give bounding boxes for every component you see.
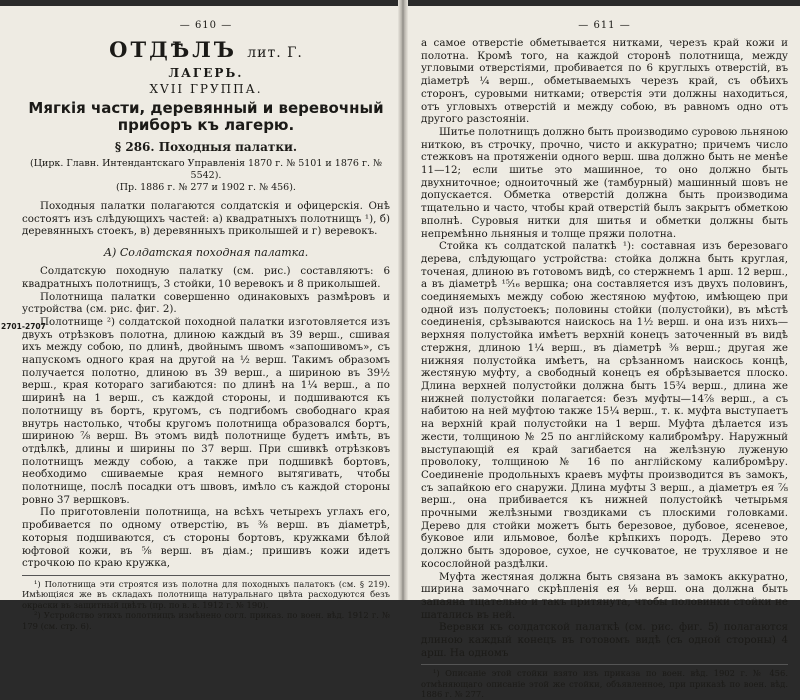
paragraph: Шитье полотнищъ должно быть производимо суровою льняною ниткою, въ строчку, прочно, чисто и аккуратно; причемъ число стежковъ на протяженіи одного верш. шва должно быть не менѣе 11—12; если шитье это машинное, то оно должно быть двухниточное; одноиточный же (тамбурный) машинный шовъ не допускается. Обметка отверстій должна быть производима тщательно и часто, чтобы край отверстій былъ закрытъ обметкою вполнѣ. Суровыя нитки для шитья и обметки должны быть непремѣнно льняныя и толще пряжи полотна. xyxy=(421,125,788,240)
paragraph: Походныя палатки полагаются солдатскія и офицерскія. Онѣ состоятъ изъ слѣдующихъ частей: а) квадратныхъ полотнищъ ¹), б) деревянныхъ стоекъ, в) деревянныхъ приколышей и г) веревокъ. xyxy=(22,200,390,238)
chapter-title: Мягкія части, деревянный и веревочный приборъ къ лагерю. xyxy=(28,99,384,134)
footnote-divider xyxy=(22,575,390,576)
left-page xyxy=(0,6,402,631)
reference-line: (Пр. 1886 г. № 277 и 1902 г. № 456). xyxy=(116,182,296,193)
reference-line: (Цирк. Главн. Интендантскаго Управленія 1870 г. № 5101 и 1876 г. № 5542). xyxy=(30,158,382,181)
page-number: — 611 — xyxy=(578,20,631,31)
group-heading: XVII ГРУППА. xyxy=(149,82,263,96)
paragraph: Полотнище ²) солдатской походной палатки изготовляется изъ двухъ отрѣзковъ полотна, длиною каждый въ 39 верш., сшивая ихъ между собою, по длинѣ, двойнымъ швомъ «запошивомъ», съ напускомъ одного края на другой на ½ верш. Такимъ образомъ получается полотно, длиною въ 39 верш., а шириною въ 39½ верш., края котораго загибаются: по длинѣ на 1¼ верш., а по ширинѣ на 1 верш., съ каждой стороны, и подшиваются къ полотнищу въ бортъ, кругомъ, съ подгибомъ свободнаго края внутрь настолько, чтобы кругомъ полотнища образовался бортъ, шириною ⅞ верш. Въ этомъ видѣ полотнище будетъ имѣть, въ отдѣлкѣ, длины и ширины по 37 верш. При сшивкѣ отрѣзковъ полотнищъ между собою, а также при подшивкѣ бортовъ, необходимо сшиваемые края немного вытягивать, чтобы полотнище, послѣ посадки отъ швовъ, имѣло съ каждой стороны ровно 37 вершковъ. xyxy=(22,315,390,506)
department-word: ОТДѢЛЪ xyxy=(109,37,237,62)
page-number: — 610 — xyxy=(179,20,233,31)
paragraph: Веревки къ солдатской палаткѣ (см. рис. фиг. 5) полагаются длиною каждый конецъ въ готовомъ видѣ (съ одной стороны) 4 арш. На одномъ xyxy=(421,621,788,659)
footnote-divider xyxy=(421,664,788,665)
footnote: ¹) Полотнища эти строятся изъ полотна для походныхъ палатокъ (см. § 219). Имѣющіяся же въ складахъ полотнища натуральнаго цвѣта расходуются безъ окраски въ защитный цвѣтъ (пр. по в. в. 1912 г. № 190). xyxy=(22,578,390,610)
paragraph: а самое отверстіе обметывается нитками, черезъ край кожи и полотна. Кромѣ того, на каждой сторонѣ полотнища, между угловыми отверстіями, пробивается по 6 круглыхъ отверстій, въ діаметрѣ ¼ верш., обметываемыхъ черезъ край, съ обѣихъ сторонъ, суровыми нитками; отверстія эти должны находиться, отъ угловыхъ отверстій и между собою, въ равномъ одно отъ другого разстояніи. xyxy=(421,37,788,126)
footnote: ²) Устройство этихъ полотнищъ измѣнено согл. приказ. по воен. вѣд. 1912 г. № 179 (см. стр. 6). xyxy=(22,610,390,631)
paragraph: Солдатскую походную палатку (см. рис.) составляютъ: 6 квадратныхъ полотнищъ, 3 стойки, 10 веревокъ и 8 приколышей. xyxy=(22,265,390,290)
department-heading xyxy=(22,37,390,62)
paragraph: Муфта жестяная должна быть связана въ замокъ аккуратно, ширина замочнаго скрѣпленія ея ⅛ верш. она должна быть запаяна тщательно и такъ притянута, чтобы половинки стойки не шатались въ ней. xyxy=(421,570,788,621)
margin-note: 2701-2707 xyxy=(1,322,46,331)
footnote: ¹) Описаніе этой стойки взято изъ приказа по воен. вѣд. 1902 г. № 456. отмѣняющаго описаніе этой же стойки, объявленное, при приказѣ по воен. вѣд. 1886 г. № 277. xyxy=(421,668,788,700)
paragraph: Стойка къ солдатской палаткѣ ¹): составная изъ березоваго дерева, слѣдующаго устройства: стойка должна быть круглая, точеная, длиною въ готовомъ видѣ, со стержнемъ 1 арш. 12 верш., а въ діаметрѣ ¹⁵⁄₁₆ вершка; она составляется изъ двухъ половинъ, соединяемыхъ между собою жестяною муфтою, имѣющею при одной изъ полустоекъ; половины стойки (полустойки), въ мѣстѣ соединенія, срѣзываются наискось на 1½ верш. и она изъ нихъ—верхняя полустойка имѣетъ верхній конецъ заточенный въ видѣ стержня, длиною 1¼ верш., въ діаметрѣ ⅜ верш.; другая же нижняя полустойка имѣетъ, на срѣзанномъ наискось концѣ, жестяную муфту, а свободный конецъ ея обрѣзывается плоско. Длина верхней полустойки должна быть 15¾ верш., длина же нижней полустойки полагается: безъ муфты—14⅞ верш., а съ набитою на ней муфтою также 15¼ верш., т. к. муфта выступаетъ на верхній край полустойки на 1 верш. Муфта дѣлается изъ жести, толщиною № 25 по англійскому калибромѣру. Наружный выступающій ея край загибается на желѣзную луженую проволоку, толщиною № 16 по англійскому калибромѣру. Соединеніе продольныхъ краевъ муфты производится въ замокъ, съ запайкою его снаружи. Длина муфты 3 верш., а діаметръ ея ⁷⁄₈ верш., она прибивается къ нижней полустойкѣ четырьмя прочными желѣзными гвоздиками съ плоскими головками. Дерево для стойки можетъ быть березовое, дубовое, ясеневое, буковое или ильмовое, болѣе крѣпкихъ породъ. Дерево это должно быть здоровое, сухое, не сучковатое, не трухлявое и не косослойной раздѣлки. xyxy=(421,240,788,570)
right-page xyxy=(403,6,800,700)
section-heading: § 286. Походныя палатки. xyxy=(114,140,298,154)
paragraph: Полотнища палатки совершенно одинаковыхъ размѣровъ и устройства (см. рис. фиг. 2). xyxy=(22,290,390,316)
chapter-subtitle: ЛАГЕРЬ. xyxy=(168,66,244,80)
department-lit: лит. Г. xyxy=(247,45,303,61)
book-gutter xyxy=(398,0,408,600)
paragraph: По приготовленіи полотнища, на всѣхъ четырехъ углахъ его, пробивается по одному отверстію, въ ⅜ верш. въ діаметрѣ, которыя подшиваются, съ стороны бортовъ, кружками бѣлой юфтовой кожи, въ ⅝ верш. въ діам.; пришивъ кожи идетъ строчкою по краю кружка, xyxy=(22,506,390,570)
subsection-heading: А) Солдатская походная палатка. xyxy=(103,246,309,260)
